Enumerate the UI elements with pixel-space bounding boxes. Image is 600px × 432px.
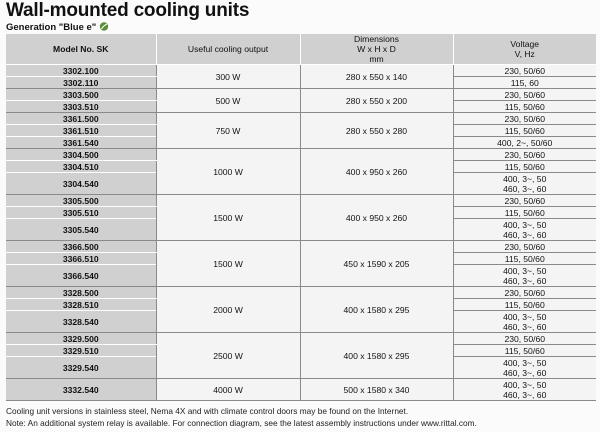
model-number-cell: 3304.540	[6, 173, 156, 195]
voltage-cell: 230, 50/60	[453, 149, 596, 161]
dimensions-cell: 280 x 550 x 200	[300, 89, 453, 113]
table-header-row	[6, 34, 596, 65]
header-model: Model No. SK	[6, 34, 156, 65]
leaf-icon	[99, 22, 109, 31]
voltage-cell: 400, 3~, 50 460, 3~, 60	[453, 173, 596, 195]
model-number-cell: 3303.500	[6, 89, 156, 101]
voltage-cell: 115, 50/60	[453, 207, 596, 219]
footnote-relay: Note: An additional system relay is available. For connection diagram, see the latest assembly instructions under www.rittal.com.	[6, 418, 477, 428]
table-row	[6, 241, 596, 253]
model-number-cell: 3329.540	[6, 357, 156, 379]
table-row	[6, 89, 596, 101]
header-dimensions: Dimensions W x H x D mm	[300, 34, 453, 65]
dimensions-cell: 400 x 1580 x 295	[300, 333, 453, 379]
model-number-cell: 3361.540	[6, 137, 156, 149]
voltage-cell: 115, 50/60	[453, 253, 596, 265]
voltage-cell: 230, 50/60	[453, 65, 596, 77]
model-number-cell: 3332.540	[6, 379, 156, 401]
table-body	[6, 65, 596, 401]
cooling-output-cell: 1500 W	[156, 195, 300, 241]
model-number-cell: 3303.510	[6, 101, 156, 113]
voltage-cell: 230, 50/60	[453, 89, 596, 101]
voltage-cell: 230, 50/60	[453, 113, 596, 125]
header-voltage: Voltage V, Hz	[453, 34, 596, 65]
page-title: Wall-mounted cooling units	[6, 0, 250, 21]
model-number-cell: 3302.100	[6, 65, 156, 77]
cooling-output-cell: 300 W	[156, 65, 300, 89]
cooling-output-cell: 2500 W	[156, 333, 300, 379]
cooling-units-table	[6, 34, 596, 401]
table-row	[6, 379, 596, 401]
model-number-cell: 3328.510	[6, 299, 156, 311]
voltage-cell: 230, 50/60	[453, 241, 596, 253]
voltage-cell: 115, 50/60	[453, 161, 596, 173]
generation-subtitle	[6, 22, 109, 33]
voltage-cell: 115, 50/60	[453, 345, 596, 357]
footnote-stainless: Cooling unit versions in stainless steel, Nema 4X and with climate control doors may be found on the Internet.	[6, 406, 409, 416]
model-number-cell: 3361.510	[6, 125, 156, 137]
dimensions-cell: 500 x 1580 x 340	[300, 379, 453, 401]
model-number-cell: 3304.510	[6, 161, 156, 173]
model-number-cell: 3329.510	[6, 345, 156, 357]
model-number-cell: 3305.540	[6, 219, 156, 241]
dimensions-cell: 280 x 550 x 140	[300, 65, 453, 89]
dimensions-cell: 400 x 950 x 260	[300, 195, 453, 241]
dimensions-cell: 400 x 950 x 260	[300, 149, 453, 195]
model-number-cell: 3328.500	[6, 287, 156, 299]
cooling-output-cell: 4000 W	[156, 379, 300, 401]
voltage-cell: 230, 50/60	[453, 333, 596, 345]
table-row	[6, 195, 596, 207]
voltage-cell: 400, 2~, 50/60	[453, 137, 596, 149]
table-row	[6, 333, 596, 345]
table-row	[6, 65, 596, 77]
cooling-output-cell: 750 W	[156, 113, 300, 149]
voltage-cell: 400, 3~, 50 460, 3~, 60	[453, 311, 596, 333]
voltage-cell: 115, 50/60	[453, 101, 596, 113]
model-number-cell: 3305.500	[6, 195, 156, 207]
voltage-cell: 115, 50/60	[453, 125, 596, 137]
dimensions-cell: 400 x 1580 x 295	[300, 287, 453, 333]
model-number-cell: 3305.510	[6, 207, 156, 219]
header-cooling-output: Useful cooling output	[156, 34, 300, 65]
footnotes	[6, 405, 477, 429]
model-number-cell: 3361.500	[6, 113, 156, 125]
dimensions-cell: 450 x 1590 x 205	[300, 241, 453, 287]
model-number-cell: 3329.500	[6, 333, 156, 345]
model-number-cell: 3328.540	[6, 311, 156, 333]
voltage-cell: 230, 50/60	[453, 287, 596, 299]
model-number-cell: 3302.110	[6, 77, 156, 89]
voltage-cell: 400, 3~, 50 460, 3~, 60	[453, 219, 596, 241]
dimensions-cell: 280 x 550 x 280	[300, 113, 453, 149]
voltage-cell: 115, 50/60	[453, 299, 596, 311]
voltage-cell: 230, 50/60	[453, 195, 596, 207]
model-number-cell: 3366.540	[6, 265, 156, 287]
voltage-cell: 400, 3~, 50 460, 3~, 60	[453, 357, 596, 379]
model-number-cell: 3304.500	[6, 149, 156, 161]
model-number-cell: 3366.510	[6, 253, 156, 265]
voltage-cell: 115, 60	[453, 77, 596, 89]
table-row	[6, 113, 596, 125]
cooling-output-cell: 1000 W	[156, 149, 300, 195]
cooling-output-cell: 2000 W	[156, 287, 300, 333]
model-number-cell: 3366.500	[6, 241, 156, 253]
table-row	[6, 287, 596, 299]
voltage-cell: 400, 3~, 50 460, 3~, 60	[453, 379, 596, 401]
cooling-output-cell: 1500 W	[156, 241, 300, 287]
table-row	[6, 149, 596, 161]
cooling-output-cell: 500 W	[156, 89, 300, 113]
voltage-cell: 400, 3~, 50 460, 3~, 60	[453, 265, 596, 287]
generation-label: Generation "Blue e"	[6, 22, 97, 33]
